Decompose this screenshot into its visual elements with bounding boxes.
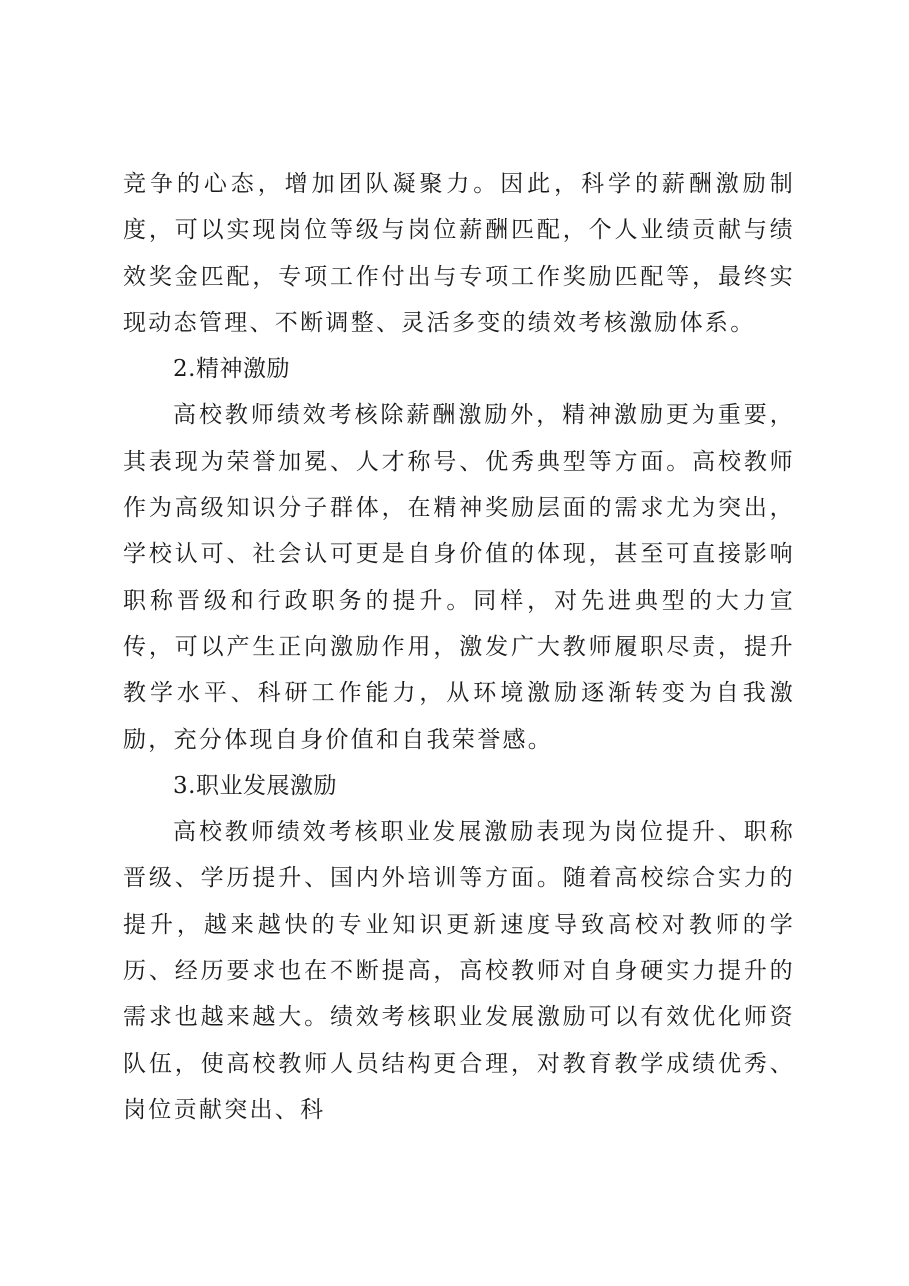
paragraph-salary-continuation: 竞争的心态，增加团队凝聚力。因此，科学的薪酬激励制度，可以实现岗位等级与岗位薪酬匹配，个人业绩贡献与绩效奖金匹配，专项工作付出与专项工作奖励匹配等，最终实现动态管理、不断调整、灵活多变的绩效考核激励体系。 bbox=[123, 171, 795, 336]
paragraph-career-incentive: 高校教师绩效考核职业发展激励表现为岗位提升、职称晋级、学历提升、国内外培训等方面。随着高校综合实力的提升，越来越快的专业知识更新速度导致高校对教师的学历、经历要求也在不断提高，高校教师对自身硬实力提升的需求也越来越大。绩效考核职业发展激励可以有效优化师资队伍，使高校教师人员结构更合理，对教育教学成绩优秀、岗位贡献突出、科 bbox=[123, 819, 795, 1123]
document-body bbox=[123, 161, 795, 1133]
section-heading-spiritual-incentive: 2.精神激励 bbox=[173, 356, 290, 383]
section-heading-career-incentive: 3.职业发展激励 bbox=[173, 772, 337, 799]
paragraph-spiritual-incentive: 高校教师绩效考核除薪酬激励外，精神激励更为重要，其表现为荣誉加冕、人才称号、优秀典型等方面。高校教师作为高级知识分子群体，在精神奖励层面的需求尤为突出，学校认可、社会认可更是自身价值的体现，甚至可直接影响职称晋级和行政职务的提升。同样，对先进典型的大力宣传，可以产生正向激励作用，激发广大教师履职尽责，提升教学水平、科研工作能力，从环境激励逐渐转变为自我激励，充分体现自身价值和自我荣誉感。 bbox=[123, 402, 795, 753]
